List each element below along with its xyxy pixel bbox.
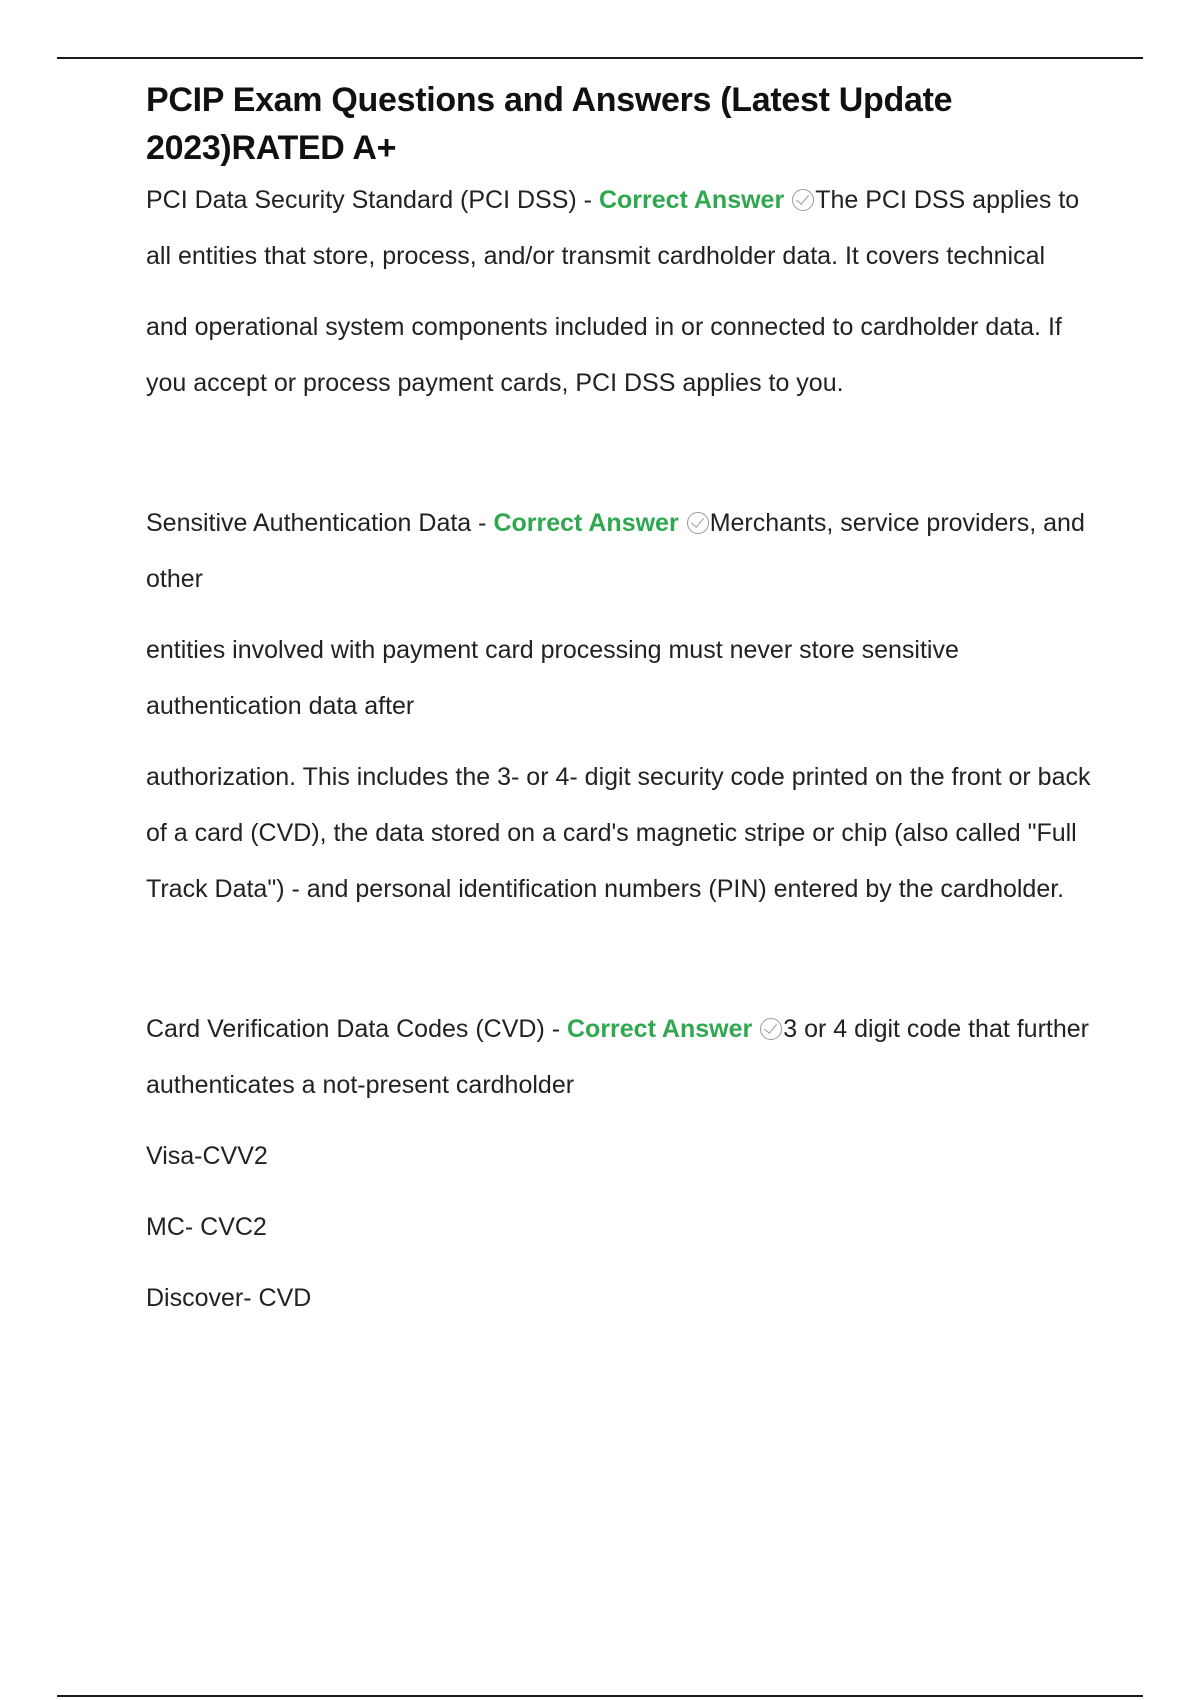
check-circle-icon xyxy=(792,189,814,211)
qa-entry-pci-dss xyxy=(146,172,1096,284)
answer-paragraph: entities involved with payment card processing must never store sensitive authentication data after xyxy=(146,636,959,720)
answer-text: The PCI DSS applies to all entities that store, process, and/or transmit cardholder data. It covers technical xyxy=(146,186,1080,270)
correct-answer-label: Correct Answer xyxy=(567,1015,753,1043)
separator: - xyxy=(471,509,494,537)
question-term: Card Verification Data Codes (CVD) xyxy=(146,1015,545,1043)
top-rule xyxy=(57,57,1143,59)
separator: - xyxy=(544,1015,567,1043)
check-circle-icon xyxy=(760,1018,782,1040)
qa-entry-cvd xyxy=(146,1001,1096,1113)
document-title: PCIP Exam Questions and Answers (Latest Update 2023)RATED A+ xyxy=(146,81,953,167)
answer-paragraph: and operational system components included in or connected to cardholder data. If you accept or process payment cards, PCI DSS applies to you. xyxy=(146,313,1062,397)
qa-entry-sensitive-auth-data xyxy=(146,495,1096,607)
code-item-visa: Visa-CVV2 xyxy=(146,1142,268,1170)
correct-answer-label: Correct Answer xyxy=(493,509,679,537)
question-term: Sensitive Authentication Data xyxy=(146,509,472,537)
code-item-mc: MC- CVC2 xyxy=(146,1213,267,1241)
separator: - xyxy=(576,186,599,214)
bottom-rule xyxy=(57,1695,1143,1697)
document-body xyxy=(146,76,1096,1326)
question-term: PCI Data Security Standard (PCI DSS) xyxy=(146,186,577,214)
answer-text: Merchants, service providers, and other xyxy=(146,509,1085,593)
answer-text: 3 or 4 digit code that further authenticates a not-present cardholder xyxy=(146,1015,1089,1099)
answer-paragraph: authorization. This includes the 3- or 4- digit security code printed on the front or back of a card (CVD), the data stored on a card's magnetic stripe or chip (also called "Full Track Data") - and personal identification numbers (PIN) entered by the cardholder. xyxy=(146,763,1091,903)
check-circle-icon xyxy=(687,512,709,534)
correct-answer-label: Correct Answer xyxy=(598,186,785,214)
code-item-discover: Discover- CVD xyxy=(146,1284,312,1312)
